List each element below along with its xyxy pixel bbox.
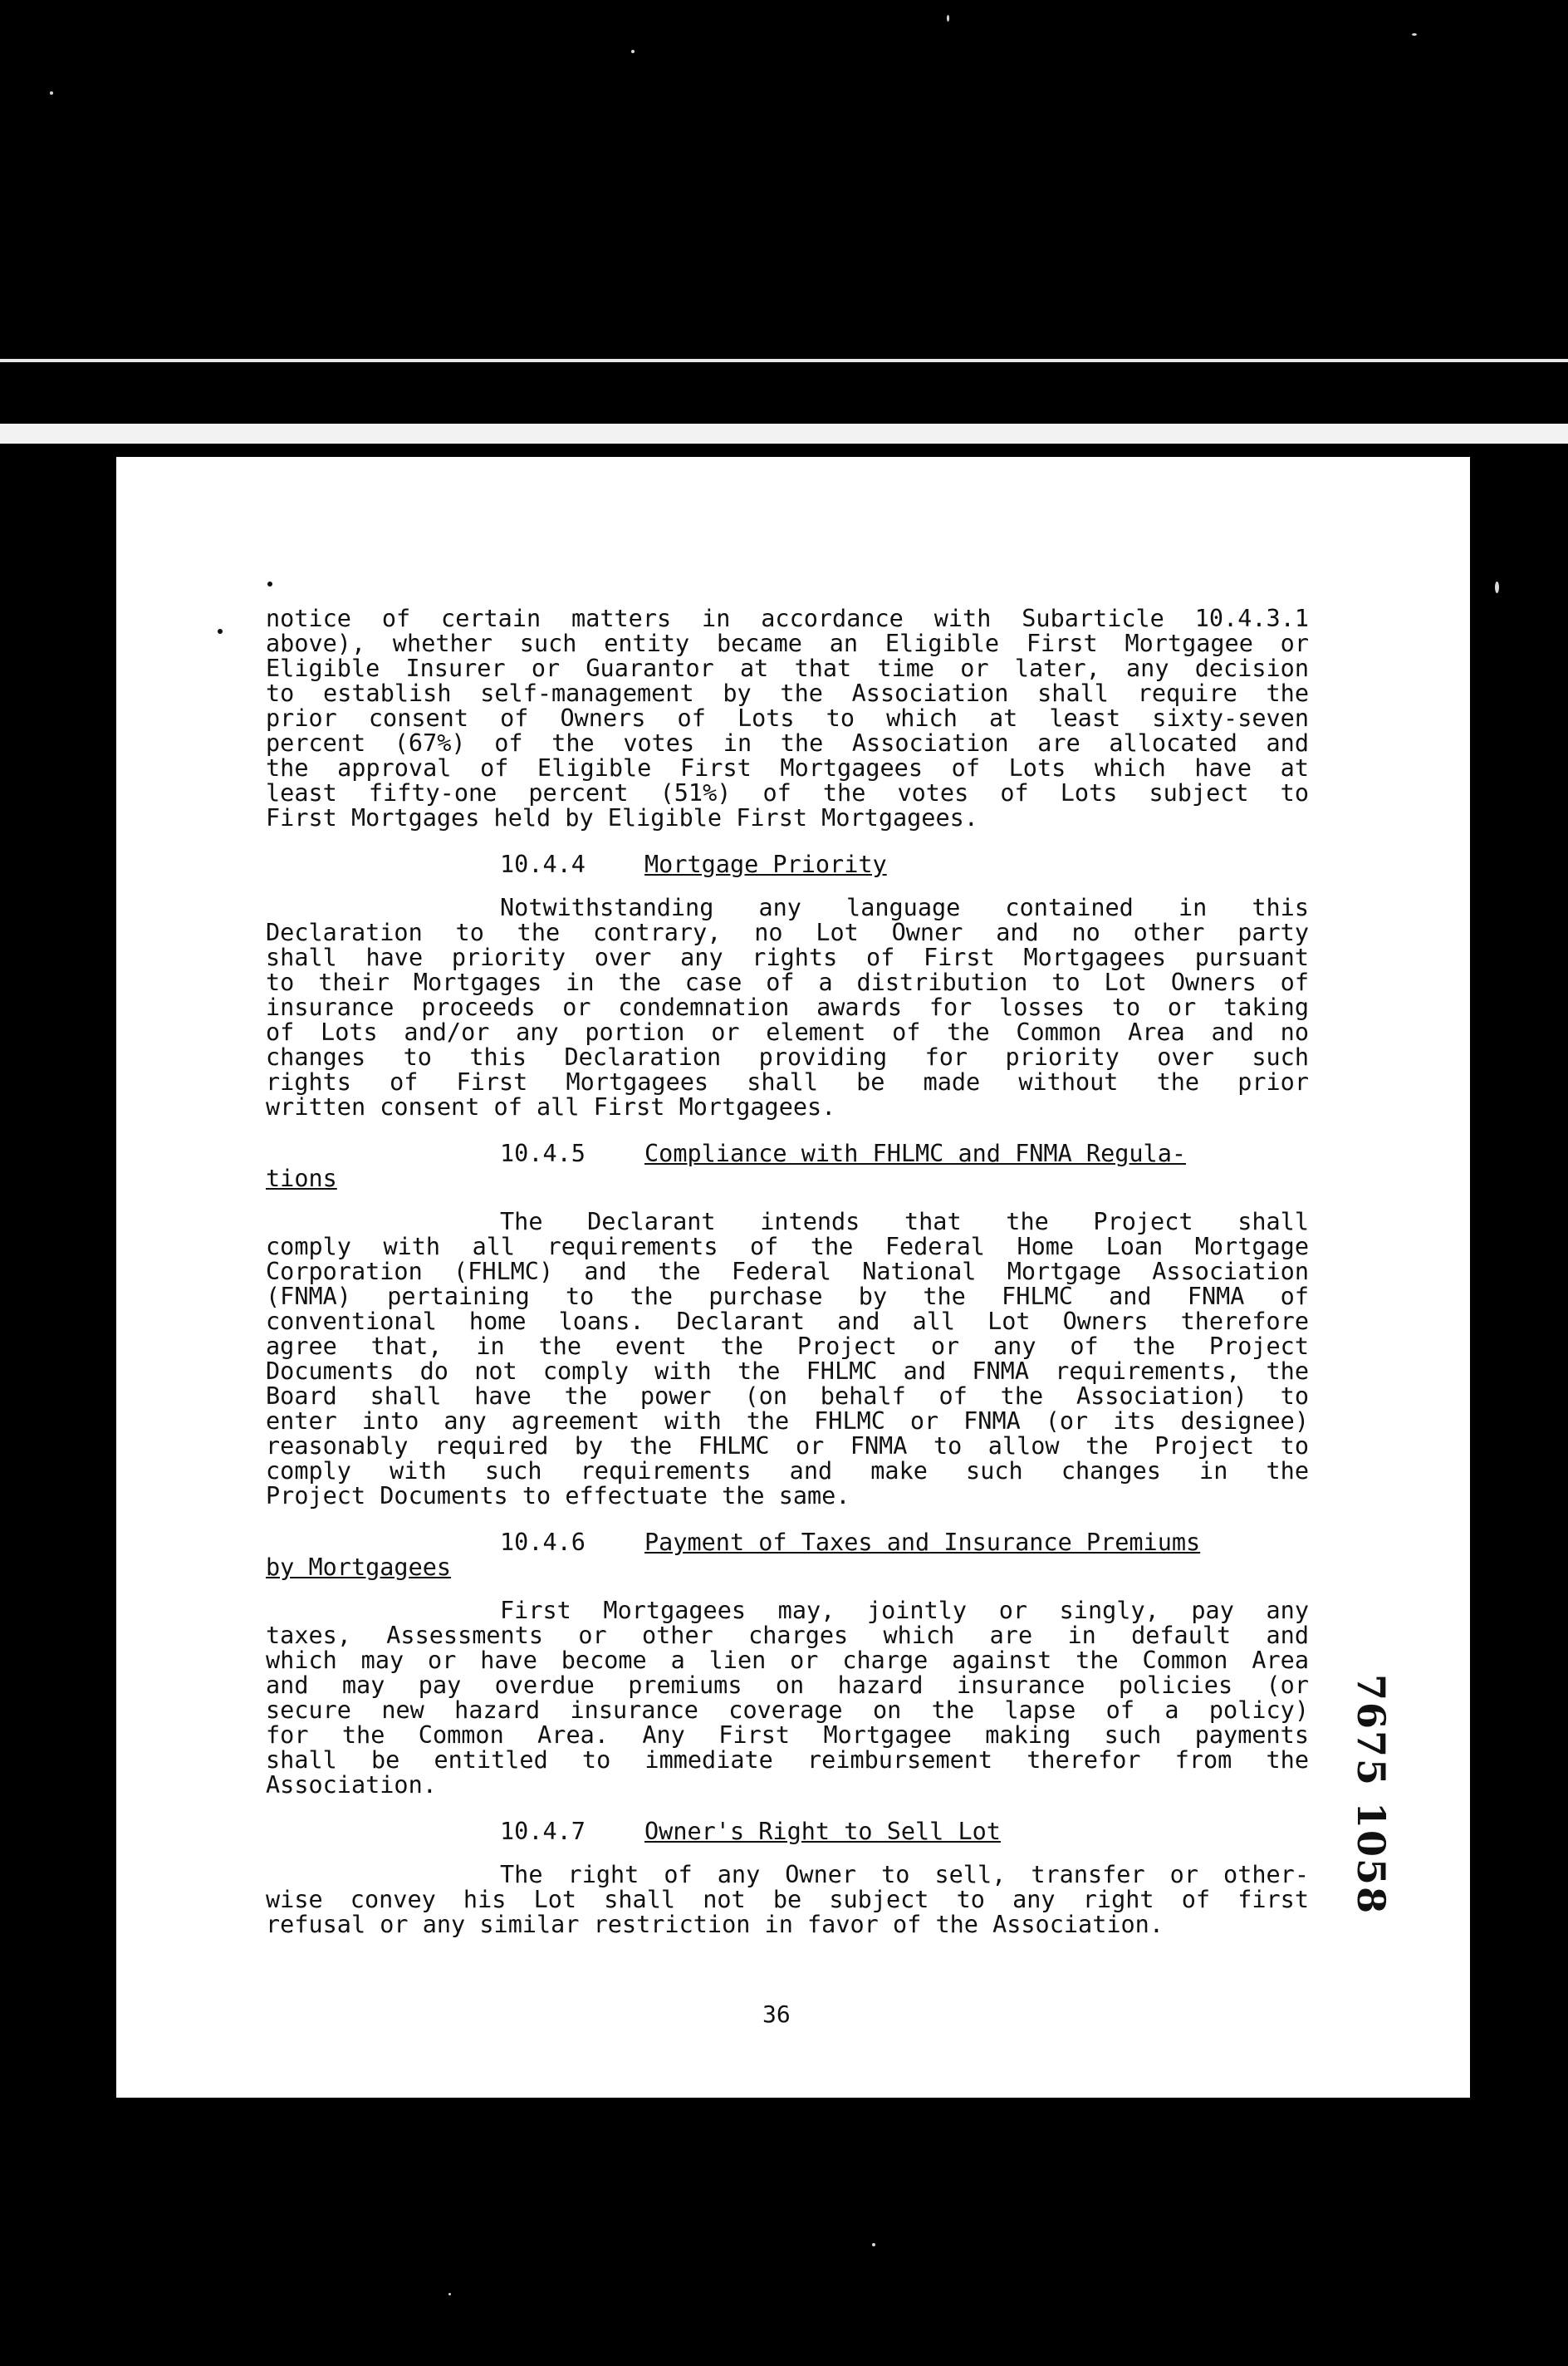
scan-speck <box>947 15 949 22</box>
text-line: percent (67%) of the votes in the Association are allocated and <box>266 729 1309 757</box>
scan-artifact-band <box>0 424 1568 444</box>
text-line: for the Common Area. Any First Mortgagee making such payments <box>266 1721 1309 1749</box>
section-title-continued: by Mortgagees <box>266 1554 452 1581</box>
recording-stamp: 7675 1058 <box>1349 1674 1394 1916</box>
text-line: insurance proceeds or condemnation awards for losses to or taking <box>266 994 1309 1021</box>
section-body-10-4-5 <box>266 1210 1309 1509</box>
text-line: conventional home loans. Declarant and all Lot Owners therefore <box>266 1308 1309 1335</box>
section-title: Payment of Taxes and Insurance Premiums <box>644 1529 1201 1556</box>
text-line: refusal or any similar restriction in favor of the Association. <box>266 1911 1164 1938</box>
section-heading-10-4-4 <box>266 852 1309 877</box>
margin-dot <box>267 582 272 587</box>
scan-artifact-line <box>0 359 1568 362</box>
section-body-10-4-6 <box>266 1598 1309 1798</box>
text-line: (FNMA) pertaining to the purchase by the FHLMC and FNMA of <box>266 1283 1309 1310</box>
text-line <box>266 1598 1309 1623</box>
section-heading-10-4-6 <box>266 1530 1309 1580</box>
section-body-10-4-4 <box>266 896 1309 1120</box>
text-line: to their Mortgages in the case of a distribution to Lot Owners of <box>266 969 1309 996</box>
scan-speck <box>1495 582 1499 593</box>
text-line: comply with all requirements of the Federal Home Loan Mortgage <box>266 1233 1309 1260</box>
text-line: Project Documents to effectuate the same. <box>266 1482 850 1509</box>
section-title: Owner's Right to Sell Lot <box>644 1818 1001 1845</box>
text-line: Eligible Insurer or Guarantor at that time or later, any decision <box>266 655 1309 682</box>
text-line: changes to this Declaration providing for priority over such <box>266 1043 1309 1071</box>
text-line: comply with such requirements and make such changes in the <box>266 1457 1309 1485</box>
section-heading-10-4-5 <box>266 1141 1309 1191</box>
text-line: Corporation (FHLMC) and the Federal National Mortgage Association <box>266 1258 1309 1285</box>
section-title: Compliance with FHLMC and FNMA Regula- <box>644 1140 1187 1167</box>
text-line: shall be entitled to immediate reimbursement therefor from the <box>266 1746 1309 1774</box>
section-number: 10.4.5 <box>500 1140 586 1167</box>
paragraph-continued <box>266 606 1309 831</box>
text-line: Documents do not comply with the FHLMC and FNMA requirements, the <box>266 1357 1309 1385</box>
section-title: Mortgage Priority <box>644 851 887 878</box>
text-line: notice of certain matters in accordance with Subarticle 10.4.3.1 <box>266 605 1309 632</box>
text-fragment: The right of any Owner to sell, transfer or other- <box>500 1861 1309 1888</box>
scan-speck <box>631 50 635 53</box>
text-line: prior consent of Owners of Lots to which at least sixty-seven <box>266 704 1309 732</box>
text-line: above), whether such entity became an Eligible First Mortgagee or <box>266 630 1309 657</box>
text-line: Board shall have the power (on behalf of the Association) to <box>266 1382 1309 1410</box>
text-line: of Lots and/or any portion or element of the Common Area and no <box>266 1019 1309 1046</box>
text-line: Association. <box>266 1771 437 1799</box>
text-line: shall have priority over any rights of First Mortgagees pursuant <box>266 944 1309 971</box>
scan-speck <box>448 2293 451 2295</box>
text-line: wise convey his Lot shall not be subject to any right of first <box>266 1886 1309 1913</box>
text-line <box>266 1863 1309 1887</box>
scan-speck <box>50 91 53 95</box>
document-body <box>266 606 1309 1937</box>
text-line: enter into any agreement with the FHLMC or FNMA (or its designee) <box>266 1407 1309 1435</box>
text-line: reasonably required by the FHLMC or FNMA to allow the Project to <box>266 1432 1309 1460</box>
text-line: written consent of all First Mortgagees. <box>266 1093 836 1121</box>
text-fragment: The Declarant intends that the Project shall <box>500 1208 1309 1235</box>
text-line: First Mortgages held by Eligible First Mortgagees. <box>266 804 978 832</box>
text-line: taxes, Assessments or other charges which are in default and <box>266 1622 1309 1649</box>
section-heading-10-4-7 <box>266 1819 1309 1844</box>
text-line: which may or have become a lien or charge against the Common Area <box>266 1647 1309 1674</box>
section-number: 10.4.4 <box>500 851 586 878</box>
scan-speck <box>872 2243 875 2246</box>
section-number: 10.4.7 <box>500 1818 586 1845</box>
text-line: rights of First Mortgagees shall be made without the prior <box>266 1068 1309 1096</box>
page-number: 36 <box>762 2000 791 2028</box>
heading-line <box>266 1530 1309 1555</box>
text-line: the approval of Eligible First Mortgagees of Lots which have at <box>266 754 1309 782</box>
section-title-continued: tions <box>266 1165 337 1192</box>
text-fragment: First Mortgagees may, jointly or singly, pay any <box>500 1597 1309 1624</box>
text-line <box>266 1210 1309 1235</box>
text-line: agree that, in the event the Project or any of the Project <box>266 1333 1309 1360</box>
text-line: least fifty-one percent (51%) of the votes of Lots subject to <box>266 779 1309 807</box>
text-line: and may pay overdue premiums on hazard insurance policies (or <box>266 1671 1309 1699</box>
text-line: Declaration to the contrary, no Lot Owner and no other party <box>266 919 1309 946</box>
text-line: secure new hazard insurance coverage on the lapse of a policy) <box>266 1696 1309 1724</box>
section-body-10-4-7 <box>266 1863 1309 1937</box>
heading-line <box>266 1141 1309 1166</box>
section-number: 10.4.6 <box>500 1529 586 1556</box>
margin-dot <box>218 629 223 634</box>
text-line <box>266 896 1309 920</box>
text-fragment: Notwithstanding any language contained in this <box>500 894 1309 921</box>
text-line: to establish self-management by the Association shall require the <box>266 680 1309 707</box>
scan-speck <box>1412 33 1417 36</box>
